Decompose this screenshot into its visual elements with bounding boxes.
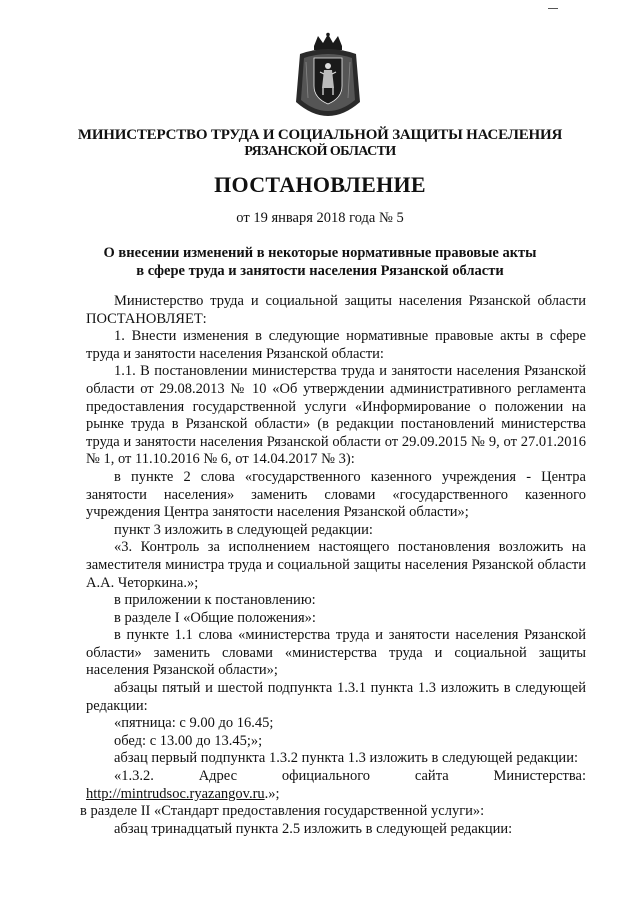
- paragraph-subpoint-1-3-2: абзац первый подпункта 1.3.2 пункта 1.3 изложить в следующей редакции:: [114, 750, 578, 767]
- document-type-title: ПОСТАНОВЛЕНИЕ: [214, 172, 426, 197]
- paragraph-item-1-1: 1.1. В постановлении министерства труда и занятости населения Рязанской области от 29.08.2013 № 10 «Об утверждении административного регламента предоставления государственной услуги «Информирование о положении на рынке труда в Рязанской области» (в редакции постановлений министерства труда и занятости населения Рязанской области от 29.09.2015 № 9, от 27.01.2016 № 1, от 11.10.2016 № 6, от 14.04.2017 № 3):: [86, 363, 586, 468]
- website-line-suffix: .»;: [264, 785, 280, 802]
- ministry-name-line2: РЯЗАНСКОЙ ОБЛАСТИ: [244, 144, 396, 159]
- document-date-number: от 19 января 2018 года № 5: [236, 210, 404, 226]
- paragraph-appendix-intro: в приложении к постановлению:: [114, 592, 316, 609]
- paragraph-friday-hours: «пятница: с 9.00 до 16.45;: [114, 715, 274, 732]
- paragraph-preamble: Министерство труда и социальной защиты населения Рязанской области ПОСТАНОВЛЯЕТ:: [86, 293, 586, 327]
- paragraph-website-label: «1.3.2. Адрес официального сайта Министерства:: [114, 768, 586, 785]
- paragraph-section-2: в разделе II «Стандарт предоставления государственной услуги»:: [80, 803, 485, 820]
- subject-line2: в сфере труда и занятости населения Рязанской области: [136, 263, 504, 279]
- paragraph-point-2-change: в пункте 2 слова «государственного казенного учреждения - Центра занятости населения» заменить словами «государственного казенного учреждения Центра занятости населения Рязанской области»;: [86, 468, 586, 521]
- subject-line1: О внесении изменений в некоторые нормативные правовые акты: [103, 245, 537, 261]
- paragraph-item-1: 1. Внести изменения в следующие нормативные правовые акты в сфере труда и занятости населения Рязанской области:: [86, 328, 586, 362]
- document-body: [80, 293, 586, 838]
- paragraph-point-2-5: абзац тринадцатый пункта 2.5 изложить в следующей редакции:: [114, 820, 513, 837]
- ministry-name-line1: МИНИСТЕРСТВО ТРУДА И СОЦИАЛЬНОЙ ЗАЩИТЫ НАСЕЛЕНИЯ: [77, 127, 563, 143]
- paragraph-point-3-intro: пункт 3 изложить в следующей редакции:: [114, 521, 373, 538]
- scan-mark: [548, 8, 558, 9]
- coat-of-arms-emblem: [292, 32, 364, 118]
- paragraph-point-1-1-change: в пункте 1.1 слова «министерства труда и занятости населения Рязанской области» заменить словами «министерства труда и социальной защиты населения Рязанской области»;: [86, 627, 586, 679]
- website-link[interactable]: http://mintrudsoc.ryazangov.ru: [86, 785, 265, 802]
- paragraph-website-line: [86, 786, 586, 804]
- paragraph-section-1: в разделе I «Общие положения»:: [114, 609, 316, 626]
- paragraph-lunch-hours: обед: с 13.00 до 13.45;»;: [114, 732, 263, 749]
- paragraph-point-3-text: «3. Контроль за исполнением настоящего постановления возложить на заместителя министра труда и социальной защиты населения Рязанской области А.А. Четоркина.»;: [86, 539, 586, 591]
- paragraph-subpoint-1-3-1: абзацы пятый и шестой подпункта 1.3.1 пункта 1.3 изложить в следующей редакции:: [86, 680, 586, 714]
